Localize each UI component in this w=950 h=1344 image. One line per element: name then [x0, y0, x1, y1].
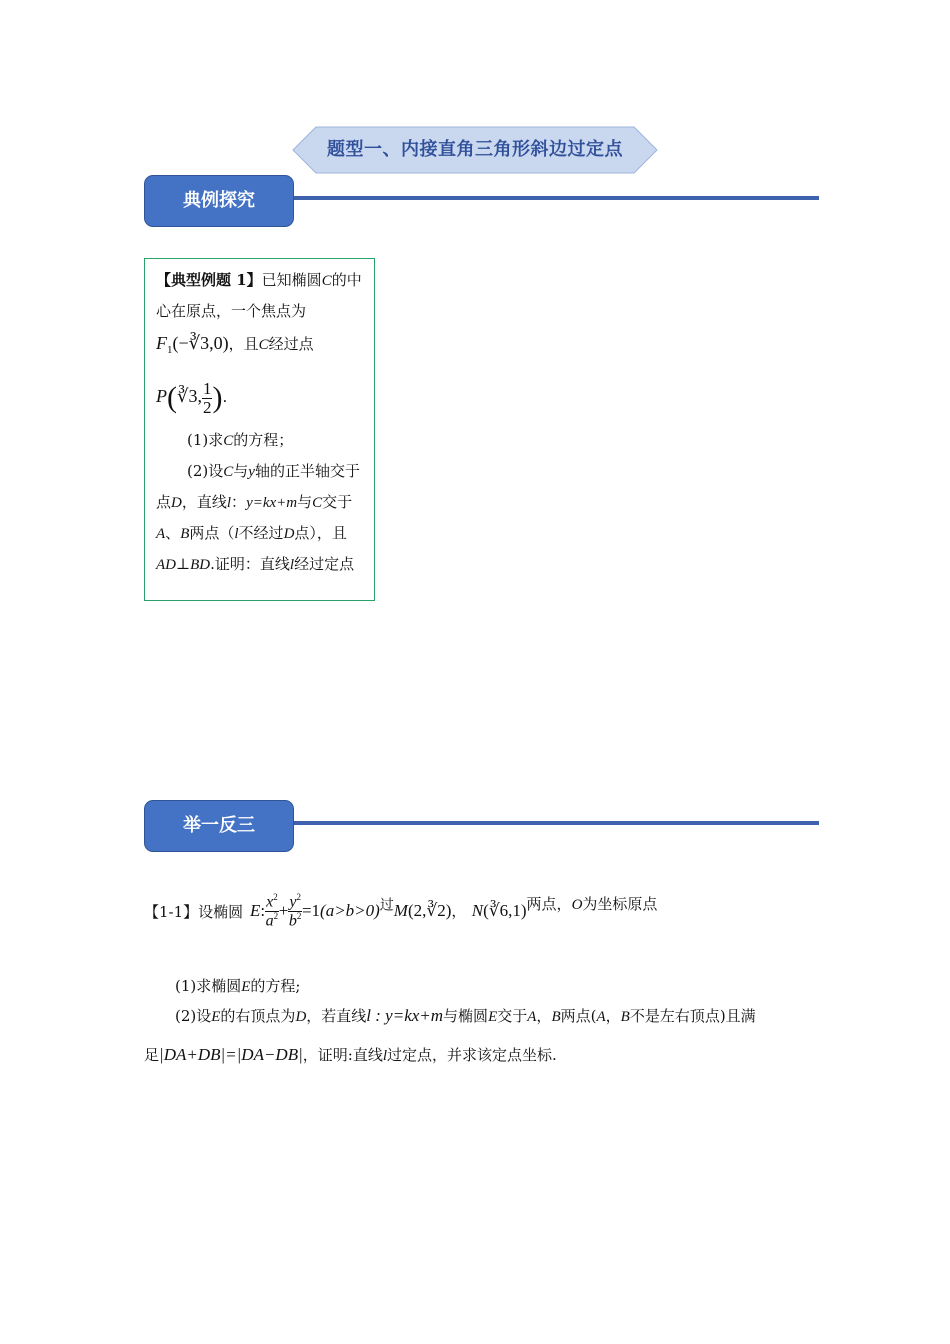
fraction-y2-b2: $\frac{y^2}{b^2}$	[288, 892, 302, 930]
section-divider-line-2	[294, 821, 819, 825]
vector-condition: |DA+DB|=|DA−DB|	[159, 1045, 303, 1064]
example-point-line: P(∛3, $\frac{1}{2}$ ).	[156, 378, 228, 417]
practice-question-1: (1)求椭圆E的方程;	[175, 977, 301, 995]
section-header-practice: 举一反三	[144, 800, 294, 852]
example-question-2: (2)设C与y轴的正半轴交于点D，直线l：y=kx+m与C交于A、B两点（l不经过D点），且AD⊥BD.证明：直线l经过定点	[156, 462, 360, 573]
focus-coordinates: (−∛3,0)	[172, 333, 229, 353]
fraction-x2-a2: $\frac{x^2}{a^2}$	[265, 892, 279, 930]
ellipse-equation: E: $\frac{x^2}{a^2}$ + $\frac{y^2}{b^2}$ =1(a>b>0)$^过$M(2,∛2)， N(∛6,1)$^{两点,O为坐标原点}$	[250, 892, 658, 930]
practice-question-2: (2)设E的右顶点为D，若直线l : y=kx+m与椭圆E交于A，B两点(A，B不是左右顶点)且满足|DA+DB|=|DA−DB|，证明:直线l过定点，并求该定点坐标.	[144, 1006, 756, 1064]
practice-stem: 【1-1】设椭圆 E: $\frac{x^2}{a^2}$ + $\frac{y^2}{b^2}$ =1(a>b>0)$^过$M(2,∛2)， N(∛6,1)$^{两点,O为坐标原点}$	[144, 892, 658, 930]
example-question-1: (1)求C的方程；	[187, 431, 294, 449]
example-tag: 【典型例题 1】	[156, 271, 262, 289]
example-focus-line: $F_1(-∛3,0)$，且C经过点	[156, 333, 314, 356]
practice-problem	[144, 892, 804, 1064]
banner-title: 题型一、内接直角三角形斜边过定点	[327, 139, 623, 160]
practice-tag: 【1-1】	[144, 903, 199, 921]
section-divider-line	[294, 196, 819, 200]
fraction-one-half: $\frac{1}{2}$	[202, 378, 212, 417]
example-problem-box	[144, 258, 375, 601]
section-header-example: 典例探究	[144, 175, 294, 227]
title-banner	[292, 126, 658, 174]
example-paragraph-1: 【典型例题 1】已知椭圆C的中心在原点，一个焦点为	[156, 271, 362, 320]
